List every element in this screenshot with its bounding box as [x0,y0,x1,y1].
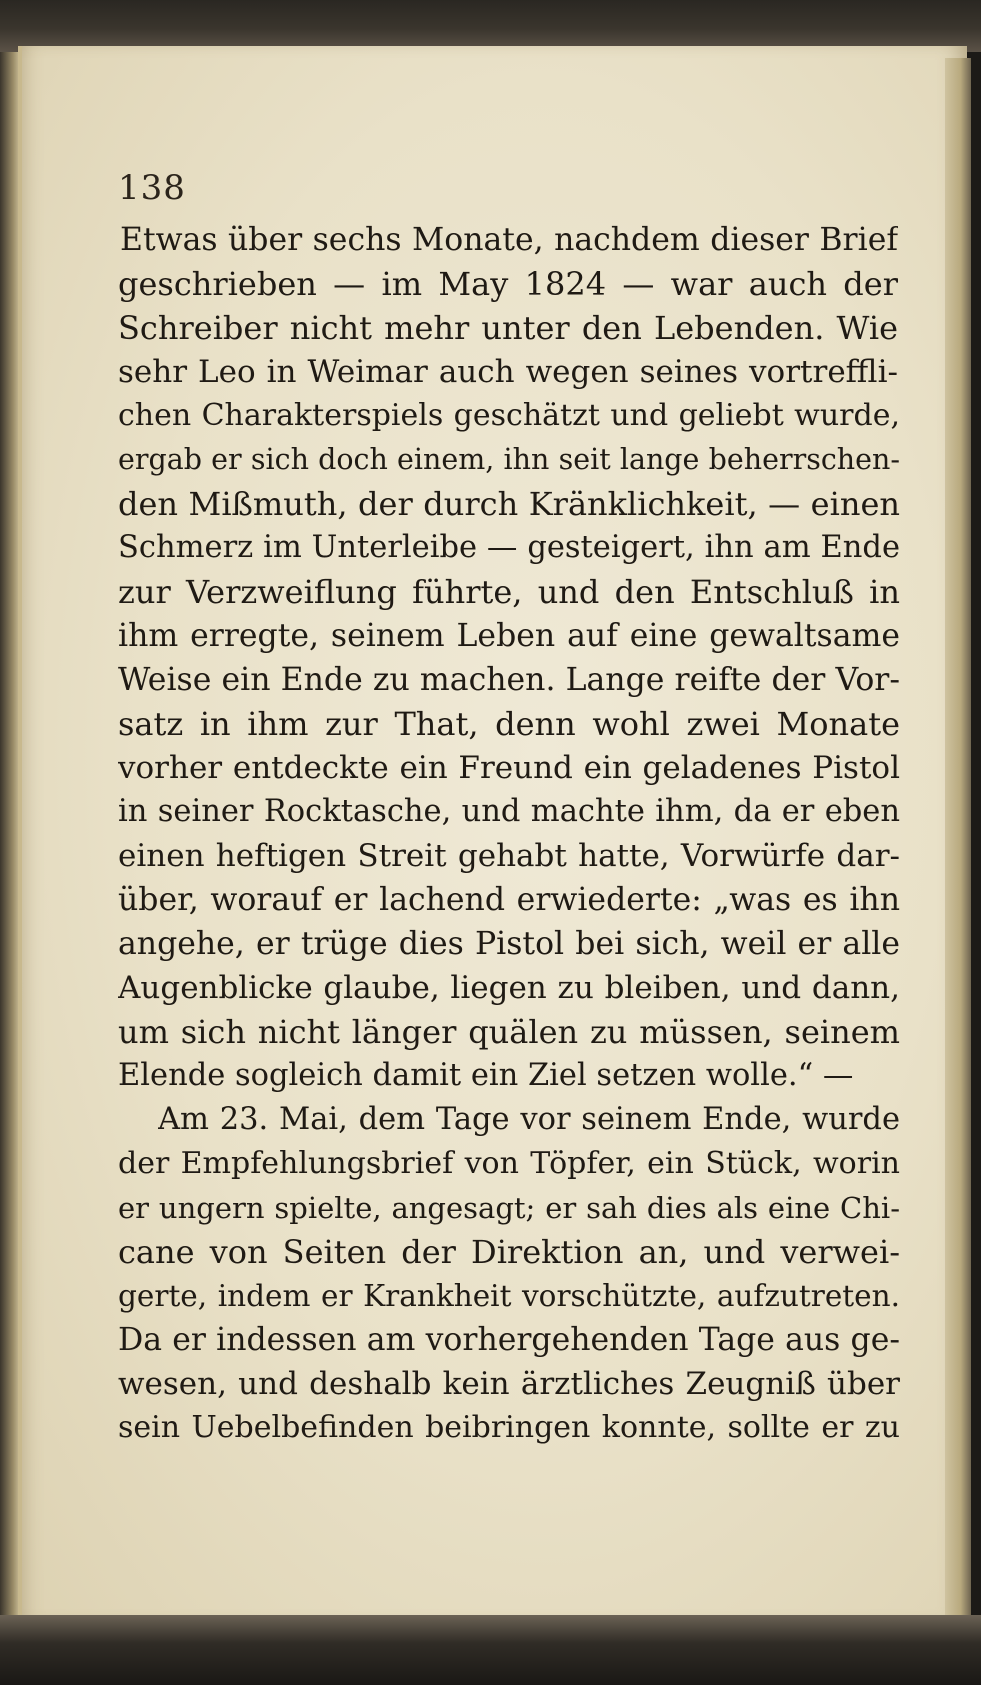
scan-top-border [0,0,981,52]
text-line: Schmerz im Unterleibe — gesteigert, ihn am Ende [118,530,900,565]
text-line: geschrieben — im May 1824 — war auch der [118,265,898,303]
text-line: Weise ein Ende zu machen. Lange reifte der Vor- [118,662,900,698]
text-line: wesen, und deshalb kein ärztliches Zeugniß über [118,1366,900,1402]
text-line: Am 23. Mai, dem Tage vor seinem Ende, wurde [158,1102,900,1137]
text-line: in seiner Rocktasche, und machte ihm, da er eben [118,794,900,829]
text-line: einen heftigen Streit gehabt hatte, Vorwürfe dar- [118,838,900,874]
page-number: 138 [118,168,186,208]
text-line: chen Charakterspiels geschätzt und geliebt wurde, [118,398,900,433]
text-line: satz in ihm zur That, denn wohl zwei Monate [118,705,900,743]
text-line: angehe, er trüge dies Pistol bei sich, weil er alle [118,926,900,962]
text-line: er ungern spielte, angesagt; er sah dies als eine Chi- [118,1191,900,1225]
text-line: Da er indessen am vorhergehenden Tage aus ge- [118,1322,900,1358]
text-line: Elende sogleich damit ein Ziel setzen wolle.“ — [118,1058,854,1093]
text-line: Augenblicke glaube, liegen zu bleiben, und dann, [118,970,900,1006]
text-line: cane von Seiten der Direktion an, und verwei- [118,1233,900,1271]
text-line: ihm erregte, seinem Leben auf eine gewaltsame [118,618,900,654]
text-line: sehr Leo in Weimar auch wegen seines vortreffli- [118,354,898,390]
text-line: vorher entdeckte ein Freund ein geladenes Pistol [118,750,900,786]
text-line: gerte, indem er Krankheit vorschützte, aufzutreten. [118,1279,900,1313]
scan-bottom-border [0,1615,981,1685]
text-line: Schreiber nicht mehr unter den Lebenden. Wie [118,309,898,347]
text-line: um sich nicht länger quälen zu müssen, seinem [118,1013,900,1051]
text-line: ergab er sich doch einem, ihn seit lange beherrschen- [118,443,900,476]
text-line: zur Verzweiflung führte, und den Entschluß in [118,573,900,611]
text-line: sein Uebelbefinden beibringen konnte, sollte er zu [118,1410,900,1445]
text-line: Etwas über sechs Monate, nachdem dieser Brief [120,222,898,258]
text-line: den Mißmuth, der durch Kränklichkeit, — einen [118,485,900,523]
text-line: über, worauf er lachend erwiederte: „was es ihn [118,882,900,918]
page-edge [945,58,971,1618]
text-line: der Empfehlungsbrief von Töpfer, ein Stück, worin [118,1146,900,1181]
